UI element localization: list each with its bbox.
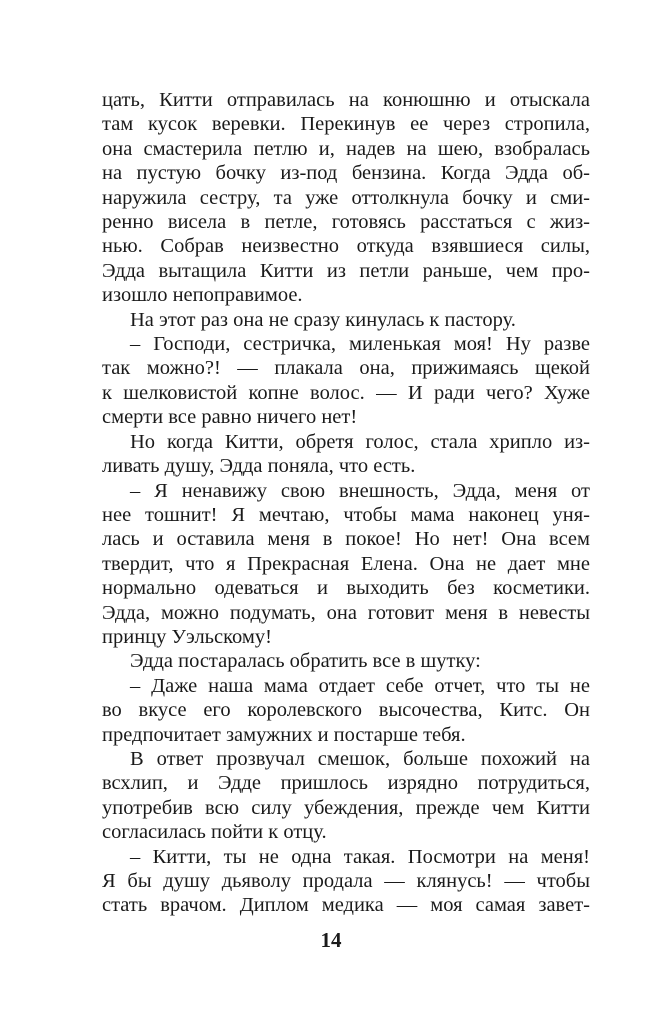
text-line: – Господи, сестричка, миленькая моя! Ну разве (130, 333, 590, 356)
text-line: принцу Уэльскому! (102, 625, 272, 648)
text-line: употребив всю силу убеждения, прежде чем Китти (102, 796, 590, 819)
text-line: – Я ненавижу свою внешность, Эдда, меня от (130, 479, 590, 502)
text-line: Эдда постаралась обратить все в шутку: (130, 650, 481, 673)
text-line: Но когда Китти, обретя голос, стала хрипло из- (130, 430, 590, 453)
text-line: Эдда вытащила Китти из петли раньше, чем про- (102, 259, 590, 282)
text-line: Я бы душу дьяволу продала — клянусь! — чтобы (102, 870, 590, 892)
text-line: всхлип, и Эдде пришлось изрядно потрудиться, (102, 772, 590, 795)
text-line: В ответ прозвучал смешок, больше похожий на (130, 747, 590, 770)
page-number: 14 (320, 928, 342, 952)
text-line: ренно висела в петле, готовясь расстаться с жиз- (102, 211, 590, 234)
text-line: Эдда, можно подумать, она готовит меня в невесты (102, 601, 590, 624)
text-line: ливать душу, Эдда поняла, что есть. (102, 455, 416, 478)
text-line: смерти все равно ничего нет! (102, 406, 358, 429)
text-line: стать врачом. Диплом медика — моя самая завет- (102, 894, 590, 917)
text-line: она смастерила петлю и, надев на шею, взобралась (102, 137, 590, 160)
text-line: там кусок веревки. Перекинув ее через стропила, (102, 113, 590, 136)
text-line: на пустую бочку из-под бензина. Когда Эдда об- (102, 162, 590, 185)
text-line: – Китти, ты не одна такая. Посмотри на меня! (130, 845, 590, 868)
text-line: изошло непоправимое. (102, 284, 303, 307)
text-line: наружила сестру, та уже оттолкнула бочку и сми- (102, 186, 590, 209)
text-line: На этот раз она не сразу кинулась к пастору. (130, 308, 516, 331)
text-line: нормально одеваться и выходить без косметики. (102, 577, 590, 600)
text-line: предпочитает замужних и постарше тебя. (102, 723, 466, 746)
text-line: цать, Китти отправилась на конюшню и отыскала (102, 89, 590, 111)
text-line: лась и оставила меня в покое! Но нет! Она всем (102, 528, 590, 551)
text-line: во вкусе его королевского высочества, Китс. Он (102, 699, 590, 722)
text-line: нее тошнит! Я мечтаю, чтобы мама наконец уня- (102, 503, 590, 526)
text-line: нью. Собрав неизвестно откуда взявшиеся силы, (102, 235, 590, 258)
text-line: согласилась пойти к отцу. (102, 821, 327, 844)
text-line: твердит, что я Прекрасная Елена. Она не дает мне (102, 552, 590, 575)
page-text (102, 88, 590, 918)
text-line: к шелковистой копне волос. — И ради чего? Хуже (102, 381, 590, 404)
text-line: – Даже наша мама отдает себе отчет, что ты не (130, 674, 590, 697)
text-line: так можно?! — плакала она, прижимаясь щекой (102, 357, 590, 380)
